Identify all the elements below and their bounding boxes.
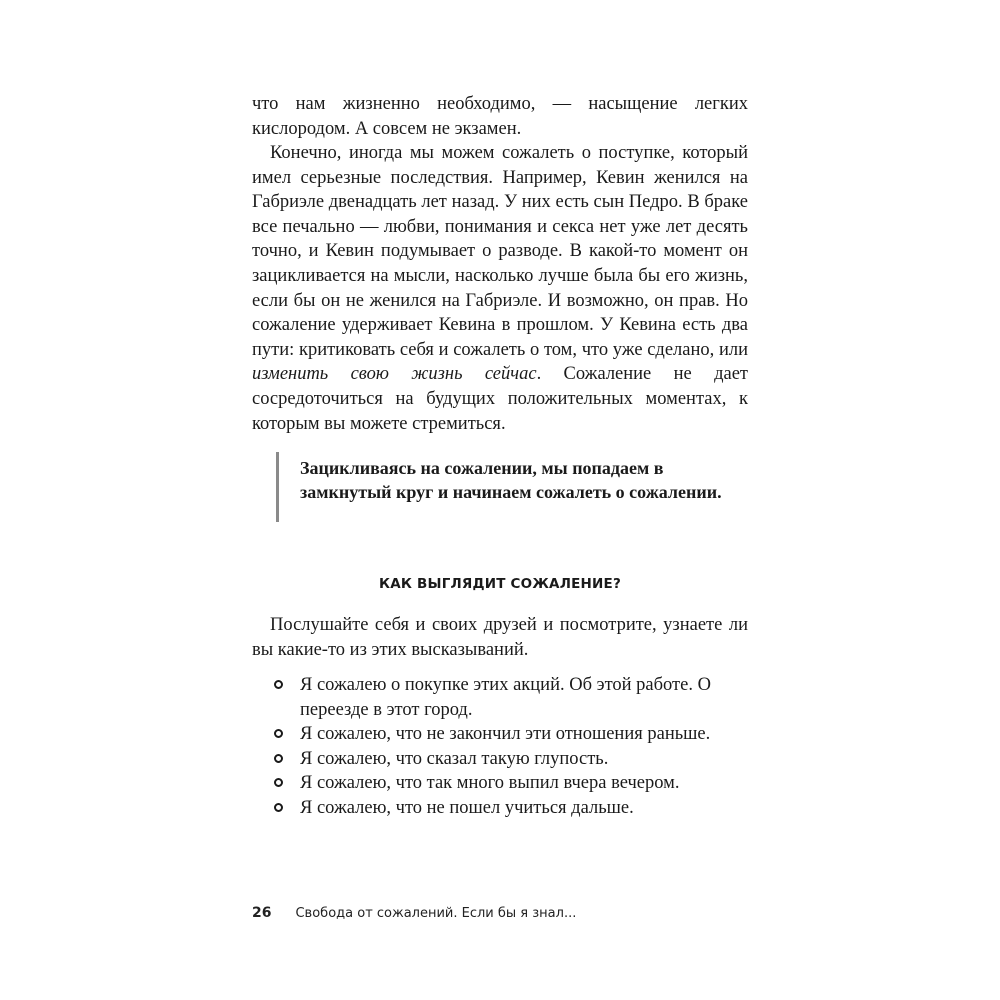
list-item-text: Я сожалею, что так много выпил вчера вечером. [300,773,680,794]
paragraph-3: Послушайте себя и своих друзей и посмотрите, узнаете ли вы какие-то из этих высказываний. [252,615,748,660]
page-number: 26 [252,905,272,921]
list-item [274,747,754,772]
running-title: Свобода от сожалений. Если бы я знал... [295,906,577,921]
circle-bullet-icon [274,680,283,689]
page-footer [252,905,772,921]
list-item-text: Я сожалею, что не пошел учиться дальше. [300,797,634,818]
statement-list [274,673,754,821]
circle-bullet-icon [274,803,283,812]
paragraph-2-text-end: . Сожаление не дает сосредоточиться на будущих положительных моментах, к которым вы можете стремиться. [252,364,748,434]
list-item-text: Я сожалею о покупке этих акций. Об этой работе. О переезде в этот город. [300,675,711,720]
list-item [274,796,754,821]
list-item-text: Я сожалею, что сказал такую глупость. [300,748,609,769]
pull-quote: Зацикливаясь на сожалении, мы попадаем в замкнутый круг и начинаем сожалеть о сожалении. [300,458,722,503]
paragraph-2 [252,141,748,436]
section-heading: КАК ВЫГЛЯДИТ СОЖАЛЕНИЕ? [379,576,621,592]
paragraph-2-text: Конечно, иногда мы можем сожалеть о поступке, который имел серьезные последствия. Например, Кевин женился на Габриэле двенадцать лет назад. У них есть сын Педро. В браке все печально — любви, понимания и секса нет уже лет десять точно, и Кевин подумывает о разводе. В какой-то момент он зацикливается на мысли, насколько лучше была бы его жизнь, если бы он не женился на Габриэле. И возможно, он прав. Но сожаление удерживает Кевина в прошлом. У Кевина есть два пути: критиковать себя и сожалеть о том, что уже сделано, или [252,143,748,360]
list-item-text: Я сожалею, что не закончил эти отношения раньше. [300,724,711,745]
circle-bullet-icon [274,778,283,787]
circle-bullet-icon [274,729,283,738]
list-item [274,771,754,796]
paragraph-2-emphasis: изменить свою жизнь сейчас [252,364,537,385]
circle-bullet-icon [274,754,283,763]
list-item [274,673,754,722]
paragraph-1: что нам жизненно необходимо, — насыщение легких кислородом. А совсем не экзамен. [252,94,748,139]
list-item [274,722,754,747]
